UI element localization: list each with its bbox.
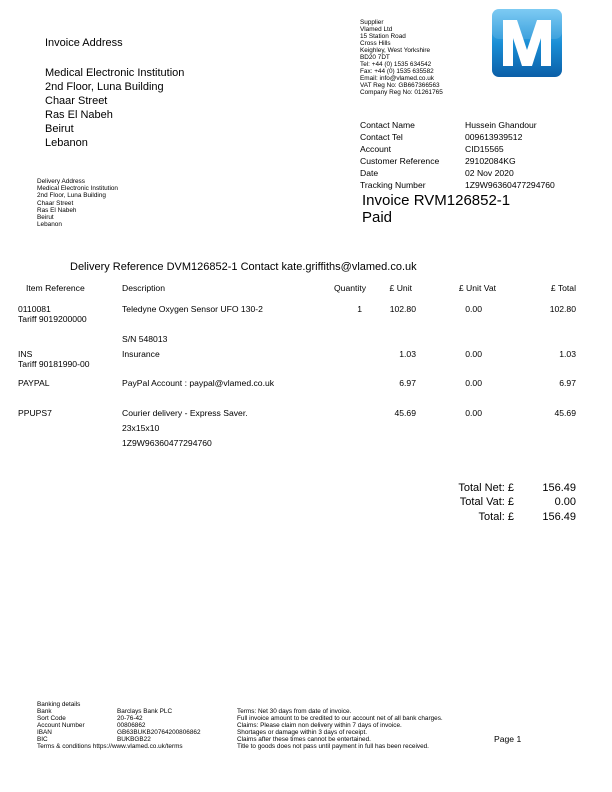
delivery-address-line: 2nd Floor, Luna Building — [37, 192, 106, 200]
total-value: 156.49 — [542, 511, 576, 523]
supplier-line: Supplier — [360, 19, 384, 26]
bank-value: 20-76-42 — [117, 715, 143, 722]
delivery-address-line: Chaar Street — [37, 199, 74, 207]
supplier-line: VAT Reg No: GB667366563 — [360, 82, 440, 89]
item-unit-vat: 0.00 — [465, 304, 482, 314]
supplier-line: Email: info@vlamed.co.uk — [360, 75, 434, 82]
supplier-line: BD20 7DT — [360, 54, 390, 61]
info-value: 009613939512 — [465, 132, 523, 143]
total-label: Total: £ — [478, 511, 514, 523]
bank-key: Bank — [37, 708, 52, 715]
info-value: Hussein Ghandour — [465, 120, 537, 130]
invoice-address-line: Ras El Nabeh — [45, 109, 113, 121]
terms-line: Title to goods does not pass until payment in full has been received. — [237, 743, 429, 750]
item-extra: 1Z9W96360477294760 — [122, 438, 212, 448]
supplier-line: Keighley, West Yorkshire — [360, 47, 431, 54]
item-total: 102.80 — [549, 304, 576, 314]
header-total: £ Total — [550, 283, 576, 293]
invoice-status: Paid — [362, 209, 393, 226]
delivery-address-line: Medical Electronic Institution — [37, 185, 118, 193]
item-description: Courier delivery - Express Saver. — [122, 408, 248, 418]
item-description: Teledyne Oxygen Sensor UFO 130-2 — [122, 304, 263, 314]
delivery-address-line: Ras El Nabeh — [37, 206, 77, 214]
supplier-line: Fax: +44 (0) 1535 635582 — [360, 68, 434, 75]
invoice-address-line: 2nd Floor, Luna Building — [45, 81, 164, 93]
item-unit-vat: 0.00 — [465, 378, 482, 388]
header-unit: £ Unit — [389, 283, 412, 293]
info-key: Customer Reference — [360, 156, 440, 167]
delivery-address-line: Lebanon — [37, 221, 62, 229]
item-description: Insurance — [122, 349, 160, 359]
bank-key: IBAN — [37, 729, 52, 736]
total-vat-value: 0.00 — [554, 496, 576, 508]
info-key: Contact Tel — [360, 132, 403, 143]
item-extra: 23x15x10 — [122, 423, 160, 433]
bank-key: Account Number — [37, 722, 85, 729]
terms-link[interactable]: Terms & conditions https://www.vlamed.co.uk/terms — [37, 743, 183, 750]
supplier-line: 15 Station Road — [360, 33, 406, 40]
bank-value: Barclays Bank PLC — [117, 708, 173, 715]
banking-heading: Banking details — [37, 701, 81, 708]
header-description: Description — [122, 283, 165, 293]
terms-line: Terms: Net 30 days from date of invoice. — [237, 708, 352, 715]
supplier-line: Vlamed Ltd — [360, 26, 393, 33]
item-unit: 102.80 — [389, 304, 416, 314]
supplier-line: Company Reg No: 01261765 — [360, 89, 443, 96]
info-key: Contact Name — [360, 120, 415, 130]
delivery-reference: Delivery Reference DVM126852-1 Contact kate.griffiths@vlamed.co.uk — [70, 261, 417, 273]
item-reference: INS — [18, 349, 33, 359]
total-net-value: 156.49 — [542, 482, 576, 494]
delivery-address-line: Delivery Address — [37, 178, 85, 185]
item-tariff: Tariff 9019200000 — [18, 314, 87, 324]
item-unit: 45.69 — [394, 408, 416, 418]
header-quantity: Quantity — [334, 283, 367, 293]
terms-line: Claims after these times cannot be entertained. — [237, 736, 371, 743]
info-value: 02 Nov 2020 — [465, 168, 514, 179]
info-key: Account — [360, 144, 392, 155]
invoice-address-line: Beirut — [45, 123, 74, 135]
terms-line: Shortages or damage within 3 days of receipt. — [237, 729, 368, 736]
invoice-title: Invoice RVM126852-1 — [362, 192, 511, 209]
header-item-reference: Item Reference — [26, 283, 85, 293]
bank-value: GB63BUKB20764200806862 — [117, 729, 201, 736]
invoice-address-line: Medical Electronic Institution — [45, 67, 185, 79]
bank-value: 00806862 — [117, 722, 146, 729]
total-vat-label: Total Vat: £ — [459, 496, 514, 508]
invoice-address-line: Lebanon — [45, 137, 88, 149]
item-total: 45.69 — [554, 408, 576, 418]
item-tariff: Tariff 90181990-00 — [18, 359, 90, 369]
bank-value: BUKBGB22 — [117, 736, 151, 743]
item-reference: 0110081 — [18, 304, 51, 314]
item-unit-vat: 0.00 — [465, 349, 482, 359]
item-unit-vat: 0.00 — [465, 408, 482, 418]
item-reference: PPUPS7 — [18, 408, 52, 418]
item-description: PayPal Account : paypal@vlamed.co.uk — [122, 378, 275, 388]
bank-key: Sort Code — [37, 715, 66, 722]
item-unit: 1.03 — [399, 349, 416, 359]
item-unit: 6.97 — [399, 378, 416, 388]
item-quantity: 1 — [357, 304, 362, 314]
terms-line: Full invoice amount to be credited to our account net of all bank charges. — [237, 715, 443, 722]
info-value: 29102084KG — [465, 156, 516, 167]
info-value: 1Z9W96360477294760 — [465, 180, 555, 191]
item-total: 6.97 — [559, 378, 576, 388]
terms-line: Claims: Please claim non delivery within 7 days of invoice. — [237, 722, 402, 729]
item-total: 1.03 — [559, 349, 576, 359]
info-value: CID15565 — [465, 144, 504, 155]
supplier-line: Cross Hills — [360, 40, 391, 47]
total-net-label: Total Net: £ — [458, 482, 514, 494]
page-number: Page 1 — [494, 734, 522, 744]
item-reference: PAYPAL — [18, 378, 50, 388]
invoice-address-label: Invoice Address — [45, 37, 123, 49]
info-key: Tracking Number — [360, 180, 426, 191]
header-unit-vat: £ Unit Vat — [458, 283, 496, 293]
supplier-line: Tel: +44 (0) 1535 634542 — [360, 61, 432, 68]
item-extra: S/N 548013 — [122, 334, 168, 344]
invoice-address-line: Chaar Street — [45, 95, 108, 107]
bank-key: BIC — [37, 736, 48, 743]
delivery-address-line: Beirut — [37, 214, 54, 222]
info-key: Date — [360, 168, 379, 179]
